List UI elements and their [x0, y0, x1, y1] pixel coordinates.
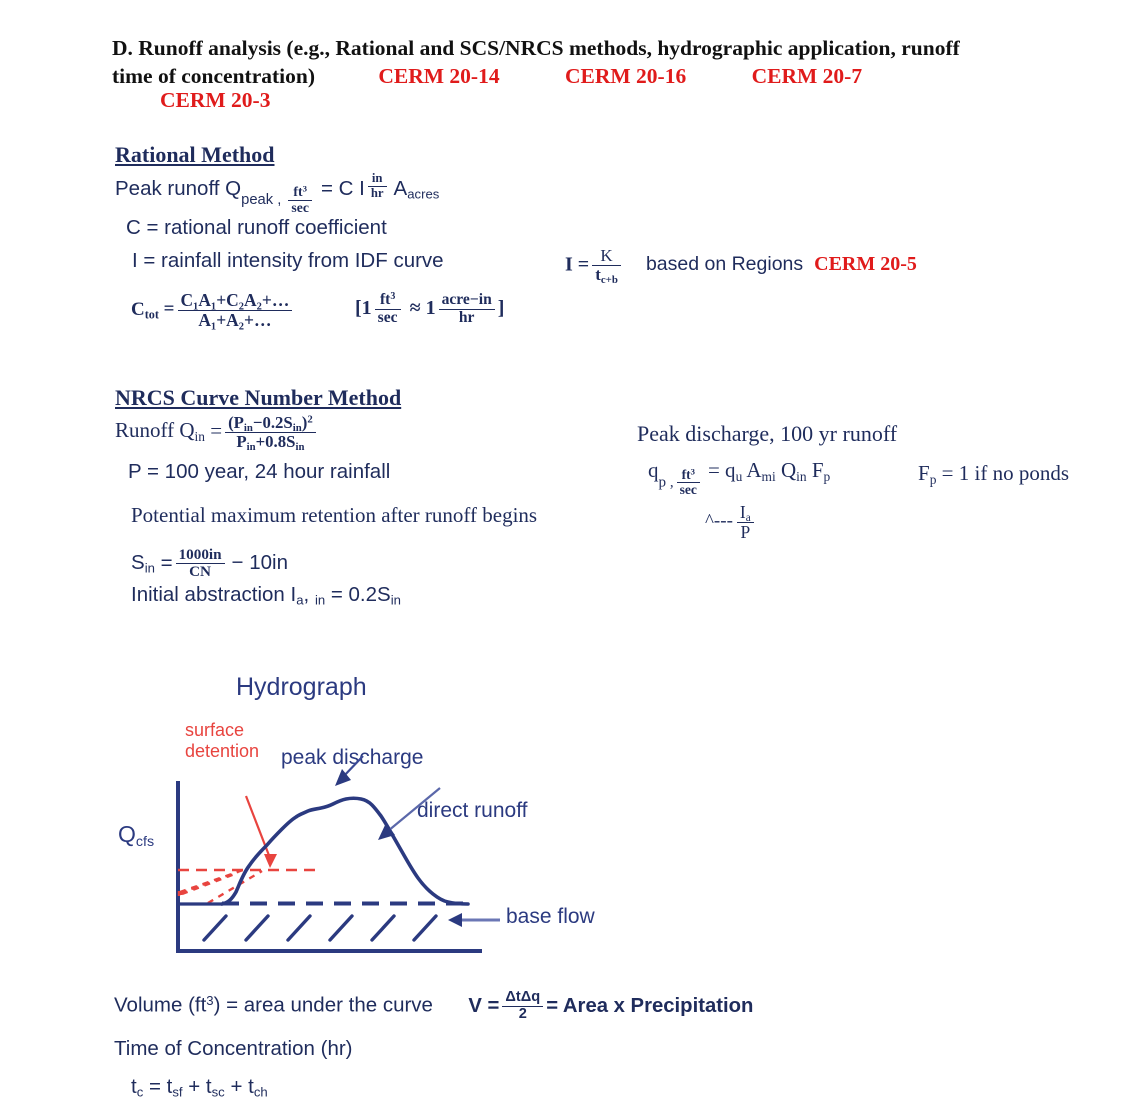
approx-equals: ≈ 1 [409, 296, 436, 319]
equals-sign: = [210, 418, 223, 443]
c-definition: C = rational runoff coefficient [126, 216, 387, 239]
surface-detention-line1: surface [185, 720, 245, 740]
frac-den: sec [288, 200, 312, 216]
page-title-line1: D. Runoff analysis (e.g., Rational and SCS/NRCS methods, hydrographic application, runoff [112, 36, 960, 60]
direct-runoff-pointer [388, 788, 440, 831]
q-rhs: = $q_u$ $A_{mi}$ $Q_{in}$ $F_p$ [707, 458, 831, 484]
retention-description: Potential maximum retention after runoff begins [131, 503, 538, 527]
p-definition: P = 100 year, 24 hour rainfall [128, 460, 391, 483]
s-lhs: $S_{in}$ [131, 551, 155, 576]
fraction-ia-p: $\frac{I_a}{P}$ [737, 503, 754, 542]
bracket-open: [1 [355, 296, 372, 319]
cerm-ref-20-16: CERM 20-16 [564, 64, 687, 88]
ctot-lhs: $C_{tot}$ [131, 298, 159, 322]
equals-c-i: = C I [320, 176, 365, 200]
fraction-1000in-cn: $\frac{1000in}{CN}$ [176, 547, 225, 581]
hydrograph-curve [222, 798, 468, 904]
fraction-ft3-sec [288, 185, 312, 216]
equals-sign: = [160, 551, 173, 575]
cerm-ref-20-7: CERM 20-7 [751, 64, 863, 88]
detention-hatch-2 [208, 871, 262, 903]
i-formula-note: based on Regions [645, 253, 804, 276]
fraction-ft3-sec-2: $\frac{ft^3}{\sec}$ [375, 292, 401, 327]
hydrograph-figure [110, 668, 670, 968]
s-formula [131, 547, 288, 581]
ia-label: Initial abstraction I [131, 583, 297, 606]
runoff-q-formula [115, 413, 319, 454]
s-rhs: − 10in [231, 551, 288, 575]
surface-detention-arrowhead [264, 854, 277, 868]
tc-formula: $t_c = t_{sf} + t_{sc} + t_{ch}$ [131, 1074, 268, 1100]
fraction-in-hr: $\frac{in}{hr}$ [368, 172, 387, 200]
frac-num: $ft^3$ [681, 466, 695, 482]
frac-num: $ft^3$ [379, 290, 396, 308]
ctot-formula [131, 291, 295, 330]
peak-runoff-formula [115, 172, 439, 215]
hydrograph-title: Hydrograph [236, 673, 367, 701]
surface-detention-pointer [246, 796, 270, 858]
cerm-ref-20-14: CERM 20-14 [378, 64, 500, 88]
cerm-ref-20-3: CERM 20-3 [160, 88, 271, 112]
bracket-close: ] [497, 296, 505, 319]
q-symbol: q [648, 458, 659, 482]
surface-detention-line2: detention [185, 741, 260, 761]
i-definition: I = rainfall intensity from IDF curve [132, 249, 444, 272]
i-formula-lhs: I = [565, 253, 590, 276]
volume-label-a: Volume (ft [114, 993, 207, 1017]
volume-line: Volume $(ft^3)$ = area under the curve V = $\frac{\text{ΔtΔq}}{2}$ = Area x Precipitation [114, 989, 754, 1022]
equals-sign: = [163, 298, 175, 320]
fraction-runoff [225, 413, 316, 454]
base-flow-arrowhead [448, 913, 462, 927]
area-term: $A_{acres}$ [393, 176, 440, 202]
section-title-nrcs-curve-number-method: NRCS Curve Number Method [115, 385, 402, 410]
label-peak-discharge: peak discharge [281, 746, 424, 769]
section-title-rational-method: Rational Method [115, 142, 275, 167]
fraction-k-tcb: $\frac{K}{t_{c+b}}$ [592, 247, 621, 285]
frac-num: $ft^3$ [293, 183, 307, 199]
volume-label-b: ) = area under the curve [213, 993, 433, 1017]
initial-abstraction-formula: Initial abstraction $I_a$, $_{in} = 0.2S_{in}$ [131, 583, 401, 608]
fp-note: $F_p = 1$ if no ponds [918, 461, 1069, 487]
fraction-dtdq-2: $\frac{\text{ΔtΔq}}{2}$ [502, 990, 543, 1023]
peak-runoff-subscript [241, 185, 315, 216]
fraction-ctot: $\frac{\text{C₁A₁+C₂A₂+…}}{\text{A₁+A₂+…}}$ [178, 291, 293, 330]
bottom-formulas [114, 990, 753, 1108]
page-title [112, 34, 1072, 90]
intensity-formula [565, 247, 917, 285]
peak-discharge-formula [648, 458, 830, 498]
fraction-acrein-hr: $\frac{\text{acre−in}}{hr}$ [439, 292, 495, 327]
frac-num: $I_a$ [739, 502, 751, 525]
caret-dashes: ^--- [705, 510, 733, 532]
frac-den: $P_{in}+0.8S_{in}$ [225, 432, 316, 451]
cerm-ref-20-5: CERM 20-5 [814, 253, 917, 276]
runoff-lhs: Runoff $Q_{in}$ [115, 418, 205, 445]
time-of-concentration-title: Time of Concentration (hr) [114, 1036, 353, 1060]
page-title-line2: time of concentration) [112, 64, 315, 88]
label-y-axis-qcfs: $Q_{cfs}$ [118, 821, 155, 850]
base-flow-hatching [204, 916, 436, 940]
den-tc: $t_{c+b}$ [592, 265, 621, 284]
q-subscript: p , $\frac{ft^3}{\sec}$ [659, 468, 703, 498]
label-base-flow: base flow [506, 905, 595, 928]
v-formula: V = $\frac{\text{ΔtΔq}}{2}$ = Area x Precipitation [468, 989, 754, 1022]
ia-over-p-annotation [705, 503, 757, 542]
unit-equivalence [355, 292, 504, 327]
peak-discharge-title: Peak discharge, 100 yr runoff [637, 421, 898, 446]
sub-peak: peak , [241, 191, 282, 208]
peak-runoff-label: Peak runoff Q [115, 176, 242, 200]
label-direct-runoff: direct runoff [417, 799, 528, 822]
fraction-ft3-sec-3: $\frac{ft^3}{\sec}$ [677, 468, 700, 498]
frac-num: $(P_{in}-0.2S_{in})^2$ [228, 413, 313, 434]
